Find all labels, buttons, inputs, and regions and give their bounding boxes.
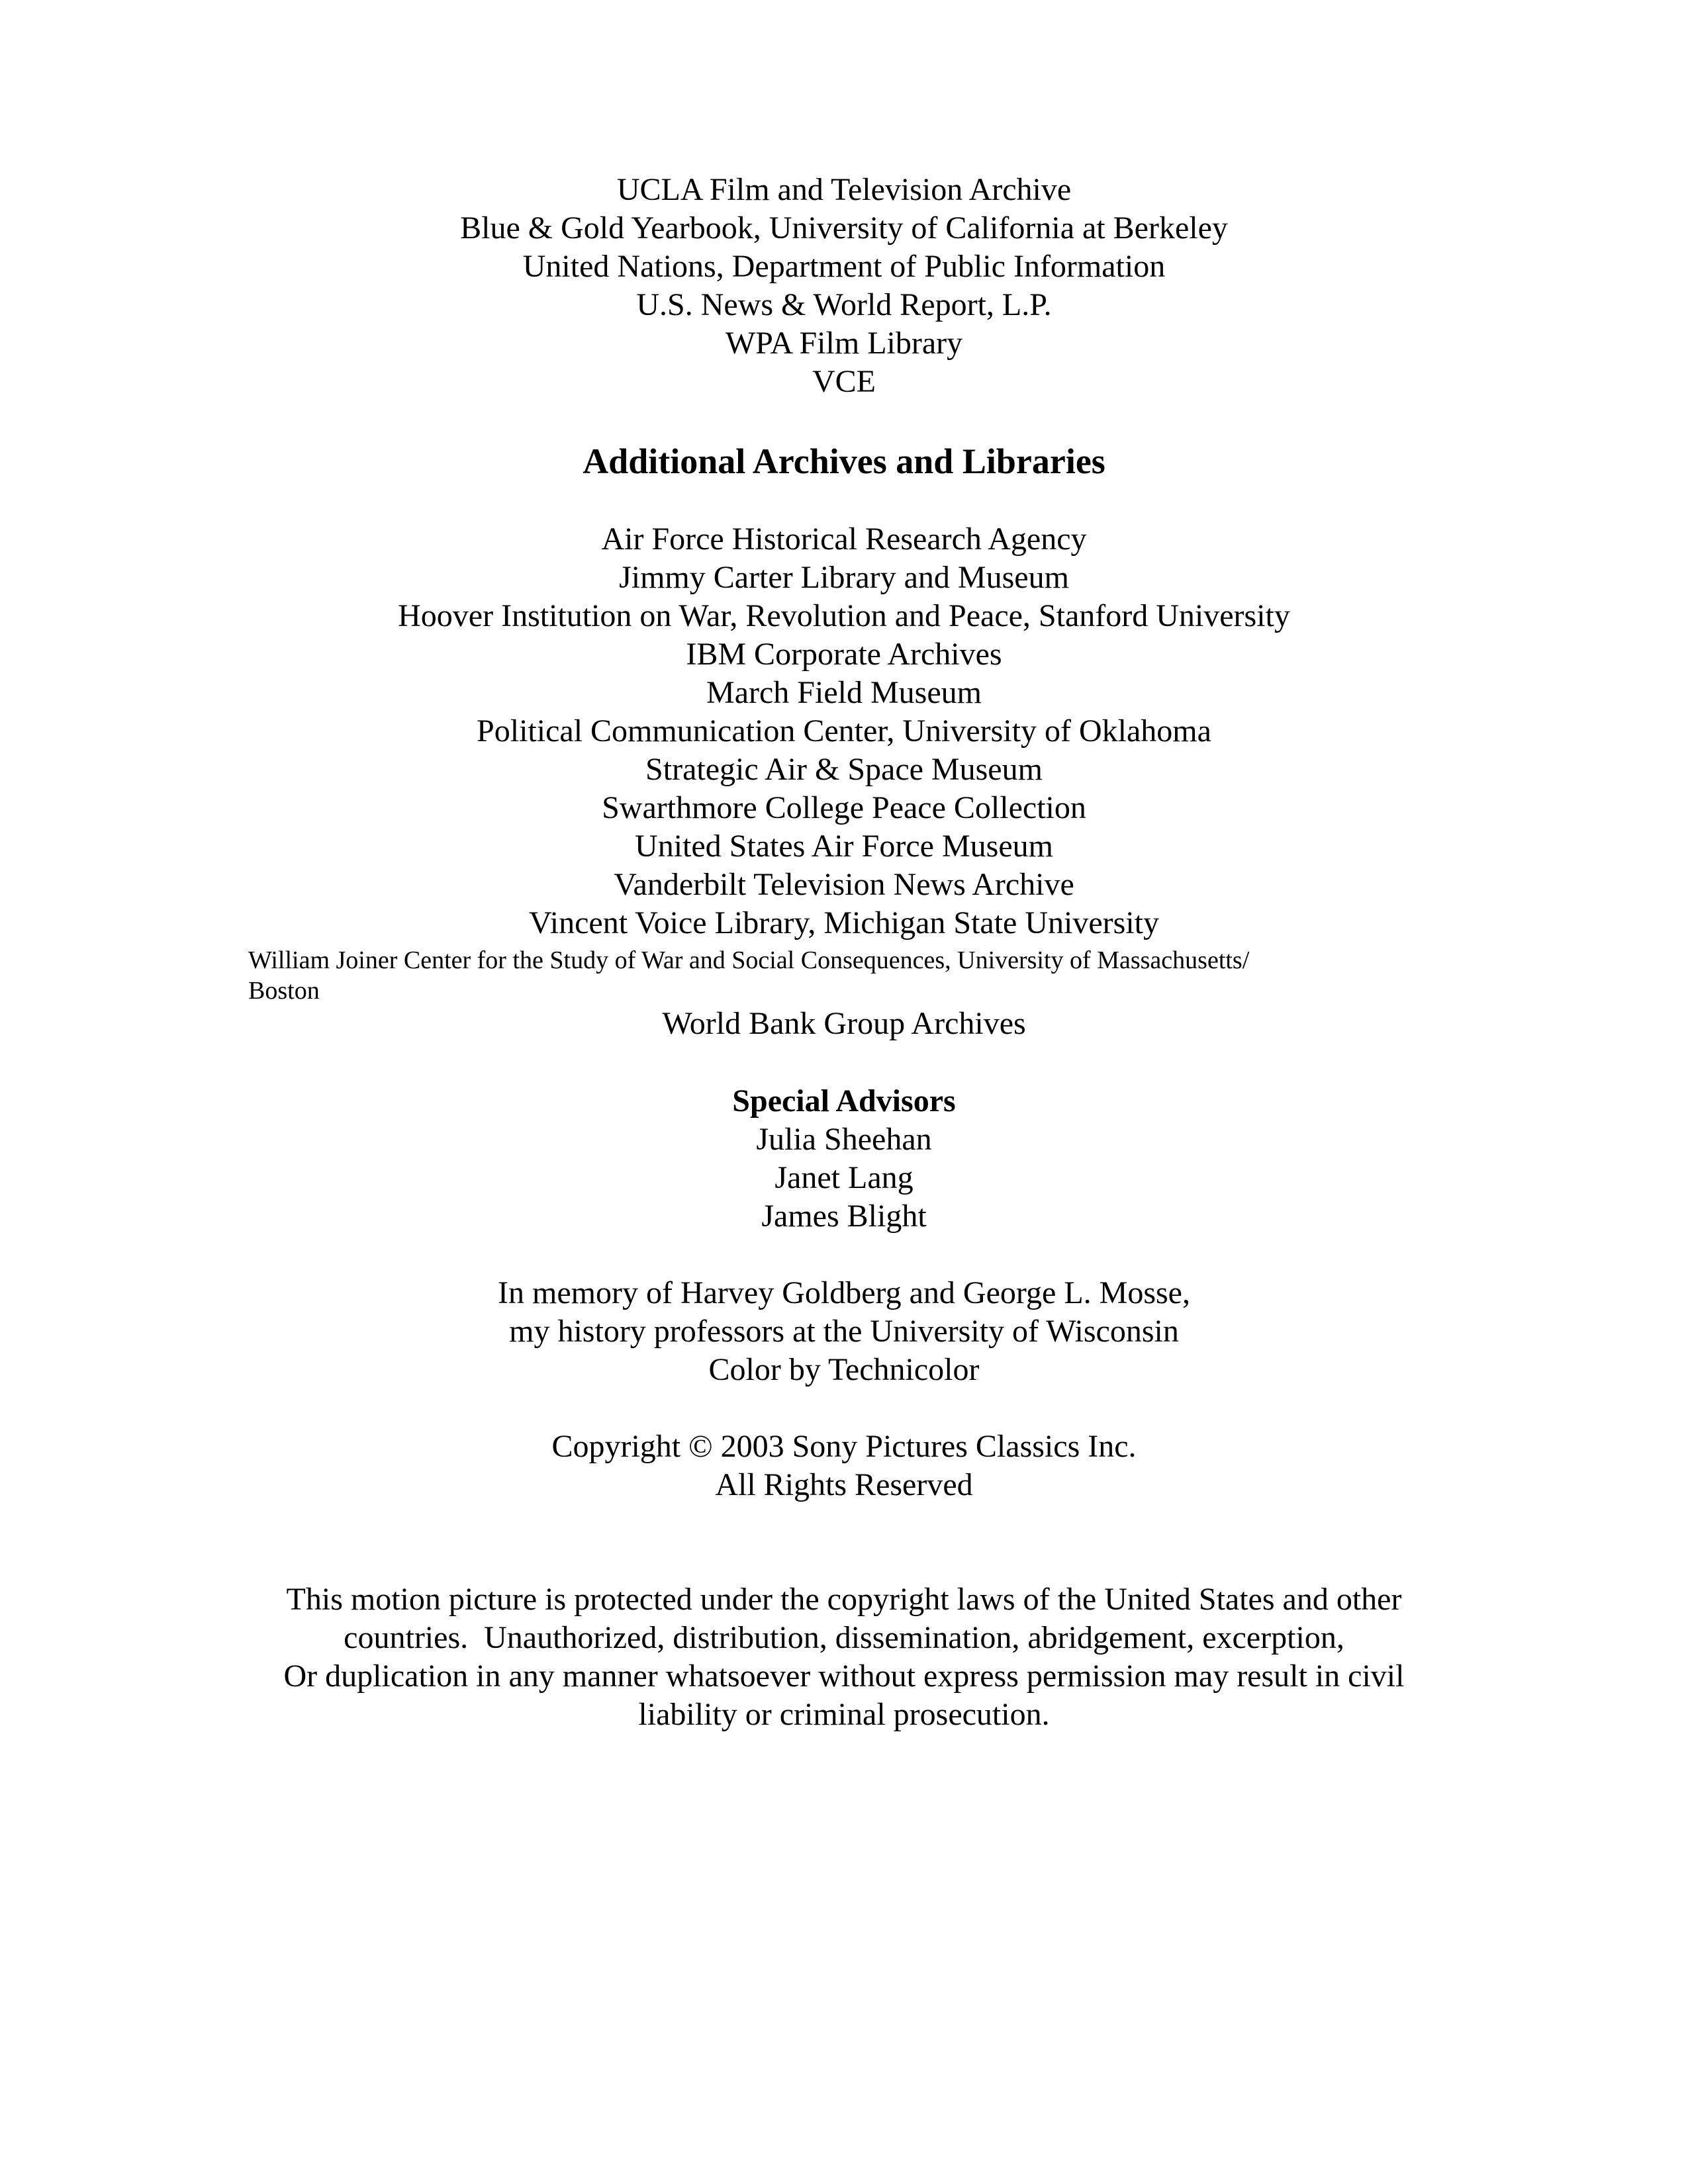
archive-item: United States Air Force Museum <box>635 829 1053 864</box>
copyright-line: Copyright © 2003 Sony Pictures Classics Inc. <box>551 1429 1137 1464</box>
copyright-section <box>245 1428 1443 1504</box>
additional-archives-heading: Additional Archives and Libraries <box>583 441 1105 481</box>
archive-item: U.S. News & World Report, L.P. <box>636 287 1052 322</box>
legal-notice <box>245 1580 1443 1734</box>
archive-item: UCLA Film and Television Archive <box>616 172 1072 207</box>
archive-item: WPA Film Library <box>725 326 963 361</box>
special-advisors-section <box>245 1082 1443 1236</box>
memory-line: my history professors at the University of Wisconsin <box>509 1314 1179 1349</box>
special-advisors-heading: Special Advisors <box>732 1083 956 1118</box>
advisor-name: Janet Lang <box>774 1160 914 1195</box>
world-bank-row <box>245 1005 1443 1043</box>
archive-item: Strategic Air & Space Museum <box>645 752 1043 787</box>
archive-item: United Nations, Department of Public Information <box>522 249 1166 284</box>
archive-item: Political Communication Center, University of Oklahoma <box>477 713 1211 749</box>
archive-item: Hoover Institution on War, Revolution and Peace, Stanford University <box>398 598 1290 633</box>
additional-archives-list <box>245 520 1443 942</box>
advisor-name: Julia Sheehan <box>756 1122 932 1157</box>
joiner-center-line-1: William Joiner Center for the Study of War and Social Consequences, University of Massachusetts/ <box>248 946 1250 974</box>
archive-item: Vanderbilt Television News Archive <box>614 867 1074 902</box>
legal-notice-line: countries. Unauthorized, distribution, dissemination, abridgement, excerption, <box>344 1620 1344 1655</box>
archive-item: Swarthmore College Peace Collection <box>602 790 1086 825</box>
additional-archives-section <box>245 440 1443 482</box>
legal-notice-line: This motion picture is protected under the copyright laws of the United States and other <box>286 1582 1402 1617</box>
joiner-center-line-2: Boston <box>248 977 320 1005</box>
archive-item: Jimmy Carter Library and Museum <box>619 560 1069 595</box>
archive-item: Blue & Gold Yearbook, University of California at Berkeley <box>460 210 1228 246</box>
archive-item: IBM Corporate Archives <box>686 637 1002 672</box>
rights-reserved-line: All Rights Reserved <box>715 1467 973 1502</box>
archive-item: Vincent Voice Library, Michigan State University <box>528 905 1159 940</box>
memory-line: In memory of Harvey Goldberg and George L. Mosse, <box>498 1275 1190 1310</box>
archive-item: March Field Museum <box>706 675 982 710</box>
archives-top-list <box>245 171 1443 401</box>
memory-section <box>245 1274 1443 1389</box>
archive-item: Air Force Historical Research Agency <box>601 522 1087 557</box>
advisor-name: James Blight <box>761 1199 927 1234</box>
legal-notice-line: Or duplication in any manner whatsoever without express permission may result in civil <box>283 1659 1405 1694</box>
technicolor-credit: Color by Technicolor <box>708 1352 980 1387</box>
legal-notice-line: liability or criminal prosecution. <box>638 1697 1050 1732</box>
archive-item: World Bank Group Archives <box>662 1006 1026 1041</box>
archive-item: VCE <box>812 364 876 399</box>
